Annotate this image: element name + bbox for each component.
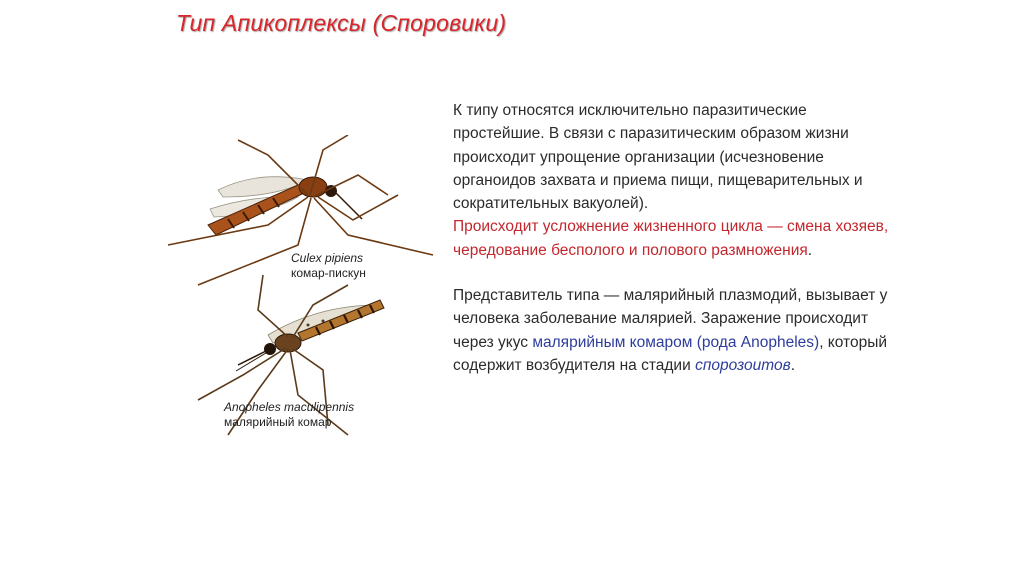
slide-title: Тип Апикоплексы (Споровики) (176, 10, 507, 36)
life-cycle-highlight: Происходит усложнение жизненного цикла — смена хозяев, чередование бесполого и полового размножения (453, 218, 889, 259)
anopheles-latin-name: Anopheles maculipennis (224, 400, 355, 414)
culex-latin-name: Culex pipiens (291, 251, 364, 265)
paragraph-description (453, 99, 893, 262)
malaria-mosquito-link[interactable]: малярийным комаром (рода Anopheles) (532, 333, 820, 351)
representative-text-2: , который содержит возбудителя на стадии (453, 333, 887, 374)
anopheles-caption (224, 400, 354, 430)
anopheles-russian-name: малярийный комар (224, 415, 332, 429)
slide-body-text (453, 99, 893, 377)
representative-end: . (790, 356, 796, 374)
highlight-period: . (807, 241, 813, 259)
sporozoites-link[interactable]: спорозоитов (695, 356, 791, 374)
culex-russian-name: комар-пискун (291, 266, 366, 280)
culex-caption (291, 251, 366, 281)
description-text: К типу относятся исключительно паразитические простейшие. В связи с паразитическим образом жизни происходит упрощение организации (исчезновение органоидов захвата и приема пищи, пищеварительных и сократительных вакуолей). (453, 102, 863, 213)
representative-text: Представитель типа — малярийный плазмодий, вызывает у человека заболевание малярией. Заражение происходит через укус (453, 287, 888, 351)
paragraph-representative (453, 284, 893, 377)
mosquito-illustration (148, 135, 438, 445)
